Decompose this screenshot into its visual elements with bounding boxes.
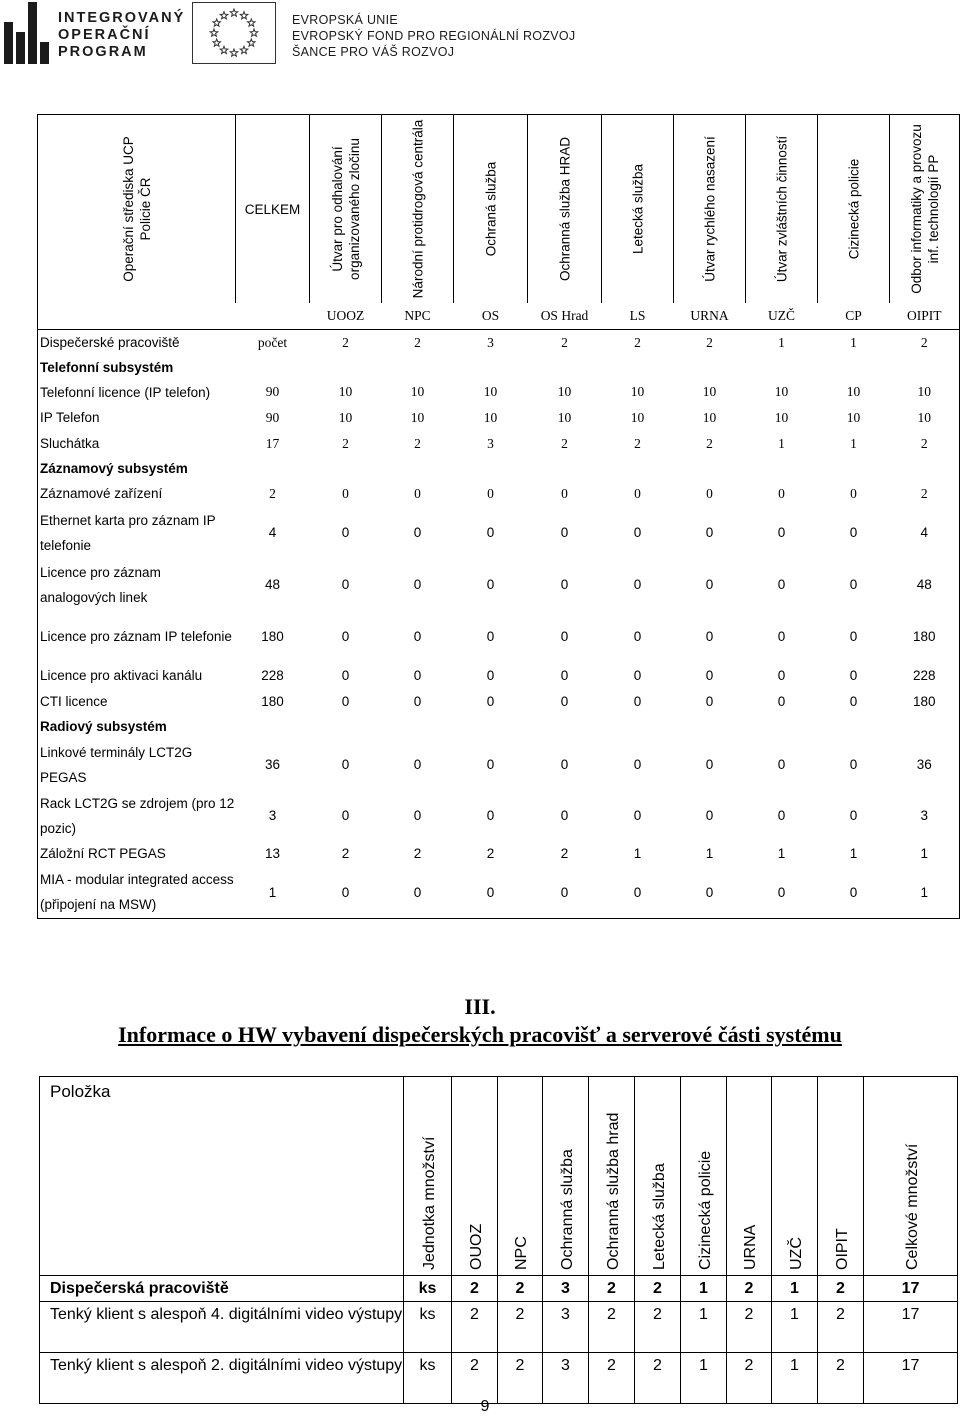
hw-row	[40, 1276, 958, 1302]
row-label: Dispečerské pracoviště	[38, 329, 236, 356]
value-cell: 0	[850, 485, 857, 501]
hw-value-cell: 2	[498, 1353, 543, 1404]
value-cell: 1	[890, 841, 960, 867]
row-label: Linkové terminály LCT2G PEGAS	[38, 739, 236, 791]
value-cell: 10	[846, 384, 861, 399]
value-cell: 0	[487, 485, 494, 501]
hw-header-row	[40, 1077, 958, 1276]
section-label: Radiový subsystém	[38, 715, 236, 739]
value-cell: 0	[341, 808, 350, 823]
hw-column-header: NPC	[513, 1236, 530, 1270]
value-cell: 0	[633, 629, 642, 644]
value-cell: 2	[561, 435, 568, 451]
hw-value-cell: 2	[635, 1353, 681, 1404]
hw-value-cell: 1	[681, 1302, 727, 1353]
unit-header: Ochranná služba HRAD	[557, 136, 572, 282]
header-cell	[454, 115, 528, 304]
value-cell: 10	[483, 409, 498, 425]
celkem-cell: 2	[269, 485, 276, 501]
hw-value-cell: 2	[589, 1353, 635, 1404]
value-cell: 0	[413, 577, 422, 592]
value-cell: 0	[705, 808, 714, 823]
value-cell: 228	[890, 663, 960, 689]
value-cell: 0	[777, 629, 786, 644]
value-cell: 1	[778, 435, 785, 451]
unit-header: Útvar rychlého nasazení	[702, 136, 717, 282]
data-row	[38, 380, 960, 405]
row-label: Rack LCT2G se zdrojem (pro 12 pozic)	[38, 791, 236, 841]
value-cell: 2	[561, 334, 568, 350]
hw-column-header: UZČ	[787, 1237, 805, 1270]
header-cell	[818, 115, 890, 304]
value-cell: 0	[486, 757, 495, 772]
hw-value-cell: 1	[772, 1276, 818, 1302]
value-cell: 0	[602, 867, 674, 919]
value-cell: 0	[413, 808, 422, 823]
value-cell: 48	[890, 559, 960, 611]
value-cell: 10	[338, 409, 353, 425]
data-row	[38, 689, 960, 715]
hw-row-label: Dispečerská pracoviště	[40, 1276, 404, 1302]
value-cell: 0	[528, 867, 602, 919]
value-cell: 0	[561, 485, 568, 501]
hw-value-cell: 1	[681, 1276, 727, 1302]
section-number: III.	[464, 994, 496, 1019]
value-cell: 2	[414, 334, 421, 350]
hw-column-header: Ochranná služba hrad	[604, 1112, 622, 1270]
iop-logo	[4, 2, 186, 64]
section-heading	[0, 993, 960, 1049]
value-cell: 10	[410, 409, 425, 425]
abbr-cell: UOOZ	[310, 303, 382, 329]
row-label: Licence pro záznam analogových linek	[38, 559, 236, 611]
value-cell: 10	[774, 409, 789, 425]
hw-value-cell: 1	[772, 1353, 818, 1404]
value-cell: 0	[849, 757, 858, 772]
header-cell	[38, 115, 236, 304]
value-cell: 0	[341, 694, 350, 709]
section-label: Telefonní subsystém	[38, 356, 236, 380]
value-cell: 0	[341, 668, 350, 683]
value-cell: 10	[774, 384, 789, 399]
value-cell: 36	[890, 739, 960, 791]
row-label: Záložní RCT PEGAS	[38, 841, 236, 867]
value-cell: 2	[890, 481, 960, 507]
abbreviation-row	[38, 303, 960, 329]
hw-value-cell: 2	[635, 1276, 681, 1302]
data-row	[38, 841, 960, 867]
header-cell	[890, 115, 960, 304]
row-label: IP Telefon	[38, 405, 236, 431]
value-cell: 1	[849, 846, 858, 861]
hw-value-cell: 2	[818, 1302, 864, 1353]
hw-column-header: Cizinecká policie	[696, 1150, 714, 1270]
eu-text	[292, 12, 575, 60]
unit-header: CELKEM	[244, 201, 301, 217]
hw-value-cell: ks	[404, 1302, 452, 1353]
value-cell: 0	[413, 668, 422, 683]
row-label: Licence pro aktivaci kanálu	[38, 663, 236, 689]
abbr-cell: OIPIT	[890, 303, 960, 329]
eu-line: EVROPSKÁ UNIE	[292, 13, 399, 27]
celkem-cell: 90	[265, 409, 280, 425]
value-cell: 1	[778, 334, 785, 350]
value-cell: 2	[890, 329, 960, 356]
value-cell: 10	[338, 384, 353, 399]
abbr-cell: URNA	[674, 303, 746, 329]
celkem-cell: 3	[268, 808, 277, 823]
hw-column-header: Celkové množství	[903, 1143, 921, 1270]
abbr-cell: LS	[602, 303, 674, 329]
iop-line: PROGRAM	[58, 44, 148, 60]
hw-value-cell: 2	[635, 1302, 681, 1353]
celkem-cell: 17	[265, 435, 280, 451]
value-cell: 0	[560, 525, 569, 540]
row-label: MIA - modular integrated access (připojení na MSW)	[38, 867, 236, 919]
value-cell: 0	[633, 525, 642, 540]
hw-value-cell: 1	[772, 1302, 818, 1353]
hw-column-header: Ochranná služba	[558, 1149, 576, 1270]
abbr-cell: OS	[454, 303, 528, 329]
celkem-cell: 4	[268, 525, 277, 540]
row-label: Licence pro záznam IP telefonie	[38, 611, 236, 663]
value-cell: 0	[486, 694, 495, 709]
value-cell: 0	[849, 668, 858, 683]
value-cell: 180	[890, 611, 960, 663]
value-cell: 2	[486, 846, 495, 861]
units-table-body	[38, 329, 960, 919]
celkem-cell: 48	[264, 577, 281, 592]
value-cell: 10	[630, 384, 645, 399]
value-cell: 3	[890, 791, 960, 841]
value-cell: 0	[634, 485, 641, 501]
hw-row	[40, 1353, 958, 1404]
value-cell: 0	[341, 757, 350, 772]
hw-value-cell: 17	[864, 1353, 958, 1404]
hw-value-cell: 17	[864, 1302, 958, 1353]
item-header: Položka	[40, 1077, 404, 1276]
value-cell: 10	[702, 384, 717, 399]
celkem-cell: počet	[257, 334, 288, 350]
header-cell	[674, 115, 746, 304]
hw-value-cell: 2	[452, 1276, 498, 1302]
section-row	[38, 715, 960, 739]
hw-value-cell: 3	[543, 1276, 589, 1302]
hw-value-cell: 2	[452, 1353, 498, 1404]
eu-line: EVROPSKÝ FOND PRO REGIONÁLNÍ ROZVOJ	[292, 29, 576, 43]
hw-row-label: Tenký klient s alespoň 4. digitálními video výstupy	[40, 1302, 404, 1353]
value-cell: 0	[413, 757, 422, 772]
value-cell: 0	[705, 694, 714, 709]
data-row	[38, 329, 960, 356]
value-cell: 0	[777, 525, 786, 540]
iop-logo-mark-icon	[4, 2, 50, 64]
value-cell: 0	[633, 808, 642, 823]
hw-value-cell: 2	[498, 1276, 543, 1302]
section-row	[38, 457, 960, 481]
unit-header: Národní protidrogová centrála	[410, 119, 425, 299]
value-cell: 0	[849, 629, 858, 644]
value-cell: 10	[702, 409, 717, 425]
celkem-cell: 90	[265, 384, 280, 399]
hw-value-cell: 3	[543, 1353, 589, 1404]
value-cell: 0	[454, 867, 528, 919]
value-cell: 1	[777, 846, 786, 861]
celkem-cell: 180	[261, 694, 284, 709]
header-cell-celkem	[236, 115, 310, 304]
value-cell: 0	[633, 668, 642, 683]
header-cell	[528, 115, 602, 304]
value-cell: 2	[634, 435, 641, 451]
unit-header: Operační střediska UCP Policie ČR	[120, 136, 153, 282]
hw-value-cell: ks	[404, 1276, 452, 1302]
hw-row-label: Tenký klient s alespoň 2. digitálními video výstupy	[40, 1353, 404, 1404]
value-cell: 0	[341, 629, 350, 644]
value-cell: 0	[705, 629, 714, 644]
value-cell: 3	[487, 334, 494, 350]
section-title: Informace o HW vybavení dispečerských pracovišť a serverové části systému	[118, 1022, 842, 1047]
hw-column-header: Jednotka množství	[420, 1136, 438, 1270]
value-cell: 0	[413, 694, 422, 709]
value-cell: 4	[890, 507, 960, 559]
header-cell	[602, 115, 674, 304]
value-cell: 10	[557, 384, 572, 399]
value-cell: 2	[706, 334, 713, 350]
data-row	[38, 867, 960, 919]
iop-line: OPERAČNÍ	[58, 27, 151, 43]
hw-value-cell: 2	[589, 1302, 635, 1353]
celkem-cell: 13	[264, 846, 281, 861]
units-equipment-table	[37, 114, 960, 919]
eu-flag-icon	[192, 2, 276, 64]
value-cell: 0	[633, 757, 642, 772]
hw-value-cell: 1	[681, 1353, 727, 1404]
value-cell: 10	[410, 384, 425, 399]
hw-value-cell: 2	[727, 1353, 772, 1404]
hw-value-cell: 2	[452, 1302, 498, 1353]
iop-line: INTEGROVANÝ	[58, 10, 186, 26]
value-cell: 0	[849, 525, 858, 540]
value-cell: 0	[633, 694, 642, 709]
value-cell: 0	[310, 867, 382, 919]
celkem-cell: 228	[261, 668, 284, 683]
value-cell: 0	[777, 668, 786, 683]
value-cell: 0	[746, 867, 818, 919]
data-row	[38, 663, 960, 689]
value-cell: 0	[777, 757, 786, 772]
value-cell: 0	[382, 867, 454, 919]
value-cell: 0	[705, 668, 714, 683]
header-cell	[310, 115, 382, 304]
value-cell: 0	[486, 808, 495, 823]
value-cell: 2	[890, 431, 960, 457]
value-cell: 2	[341, 846, 350, 861]
value-cell: 0	[560, 808, 569, 823]
unit-header: Útvar zvláštních činností	[774, 135, 789, 283]
header-cell	[382, 115, 454, 304]
value-cell: 1	[850, 435, 857, 451]
value-cell: 3	[487, 435, 494, 451]
value-cell: 10	[630, 409, 645, 425]
value-cell: 0	[414, 485, 421, 501]
value-cell: 0	[560, 668, 569, 683]
eu-line: ŠANCE PRO VÁŠ ROZVOJ	[292, 45, 455, 59]
value-cell: 0	[560, 577, 569, 592]
celkem-cell: 180	[261, 629, 284, 644]
value-cell: 0	[777, 577, 786, 592]
value-cell: 10	[890, 405, 960, 431]
row-label: Sluchátka	[38, 431, 236, 457]
value-cell: 0	[818, 867, 890, 919]
data-row	[38, 481, 960, 507]
data-row	[38, 611, 960, 663]
value-cell: 2	[342, 334, 349, 350]
value-cell: 0	[413, 525, 422, 540]
value-cell: 2	[342, 435, 349, 451]
hw-row	[40, 1302, 958, 1353]
value-cell: 0	[633, 577, 642, 592]
hw-column-header: URNA	[742, 1224, 759, 1270]
value-cell: 2	[706, 435, 713, 451]
data-row	[38, 431, 960, 457]
value-cell: 0	[486, 629, 495, 644]
hw-value-cell: ks	[404, 1353, 452, 1404]
value-cell: 0	[342, 485, 349, 501]
value-cell: 10	[557, 409, 572, 425]
iop-logo-text	[58, 10, 185, 61]
data-row	[38, 559, 960, 611]
data-row	[38, 791, 960, 841]
page-number: 9	[480, 1398, 490, 1415]
abbr-cell: NPC	[382, 303, 454, 329]
hw-table-body	[40, 1276, 958, 1404]
value-cell: 0	[486, 668, 495, 683]
value-cell: 0	[705, 525, 714, 540]
value-cell: 2	[634, 334, 641, 350]
celkem-cell: 1	[236, 867, 310, 919]
data-row	[38, 507, 960, 559]
value-cell: 0	[849, 577, 858, 592]
value-cell: 1	[633, 846, 642, 861]
hw-value-cell: 2	[498, 1302, 543, 1353]
value-cell: 0	[413, 629, 422, 644]
header-cell	[746, 115, 818, 304]
hw-column-header: OIPIT	[833, 1228, 851, 1270]
hw-value-cell: 3	[543, 1302, 589, 1353]
value-cell: 2	[413, 846, 422, 861]
unit-header: Letecká služba	[630, 163, 645, 255]
hw-value-cell: 17	[864, 1276, 958, 1302]
value-cell: 0	[849, 694, 858, 709]
value-cell: 0	[777, 808, 786, 823]
section-label: Záznamový subsystém	[38, 457, 236, 481]
unit-header-row	[38, 115, 960, 304]
value-cell: 0	[486, 577, 495, 592]
hw-column-header: OUOZ	[467, 1223, 485, 1270]
row-label: CTI licence	[38, 689, 236, 715]
value-cell: 1	[890, 867, 960, 919]
value-cell: 1	[850, 334, 857, 350]
value-cell: 10	[483, 384, 498, 399]
value-cell: 0	[705, 757, 714, 772]
value-cell: 10	[890, 380, 960, 405]
row-label: Záznamové zařízení	[38, 481, 236, 507]
abbr-cell: CP	[818, 303, 890, 329]
value-cell: 2	[560, 846, 569, 861]
hw-equipment-table	[39, 1076, 958, 1404]
row-label: Telefonní licence (IP telefon)	[38, 380, 236, 405]
data-row	[38, 405, 960, 431]
unit-header: Útvar pro odhalování organizovaného zločinu	[329, 138, 362, 280]
row-label: Ethernet karta pro záznam IP telefonie	[38, 507, 236, 559]
abbr-cell: UZČ	[746, 303, 818, 329]
value-cell: 0	[849, 808, 858, 823]
celkem-cell: 36	[264, 757, 281, 772]
hw-value-cell: 2	[818, 1353, 864, 1404]
unit-header: Odbor informatiky a provozu inf. technologií PP	[908, 124, 941, 294]
hw-column-header: Letecká služba	[650, 1163, 668, 1270]
hw-value-cell: 2	[818, 1276, 864, 1302]
hw-value-cell: 2	[589, 1276, 635, 1302]
value-cell: 0	[486, 525, 495, 540]
unit-header: Ochraná služba	[483, 161, 498, 257]
value-cell: 0	[706, 485, 713, 501]
unit-header: Cizinecká policie	[846, 158, 861, 260]
hw-value-cell: 2	[727, 1276, 772, 1302]
value-cell: 0	[778, 485, 785, 501]
hw-value-cell: 2	[727, 1302, 772, 1353]
abbr-cell: OS Hrad	[528, 303, 602, 329]
section-row	[38, 356, 960, 380]
value-cell: 0	[674, 867, 746, 919]
value-cell: 1	[705, 846, 714, 861]
value-cell: 0	[341, 525, 350, 540]
value-cell: 0	[705, 577, 714, 592]
value-cell: 10	[846, 409, 861, 425]
data-row	[38, 739, 960, 791]
value-cell: 0	[560, 757, 569, 772]
value-cell: 0	[560, 694, 569, 709]
value-cell: 0	[341, 577, 350, 592]
value-cell: 2	[414, 435, 421, 451]
value-cell: 180	[890, 689, 960, 715]
value-cell: 0	[777, 694, 786, 709]
value-cell: 0	[560, 629, 569, 644]
